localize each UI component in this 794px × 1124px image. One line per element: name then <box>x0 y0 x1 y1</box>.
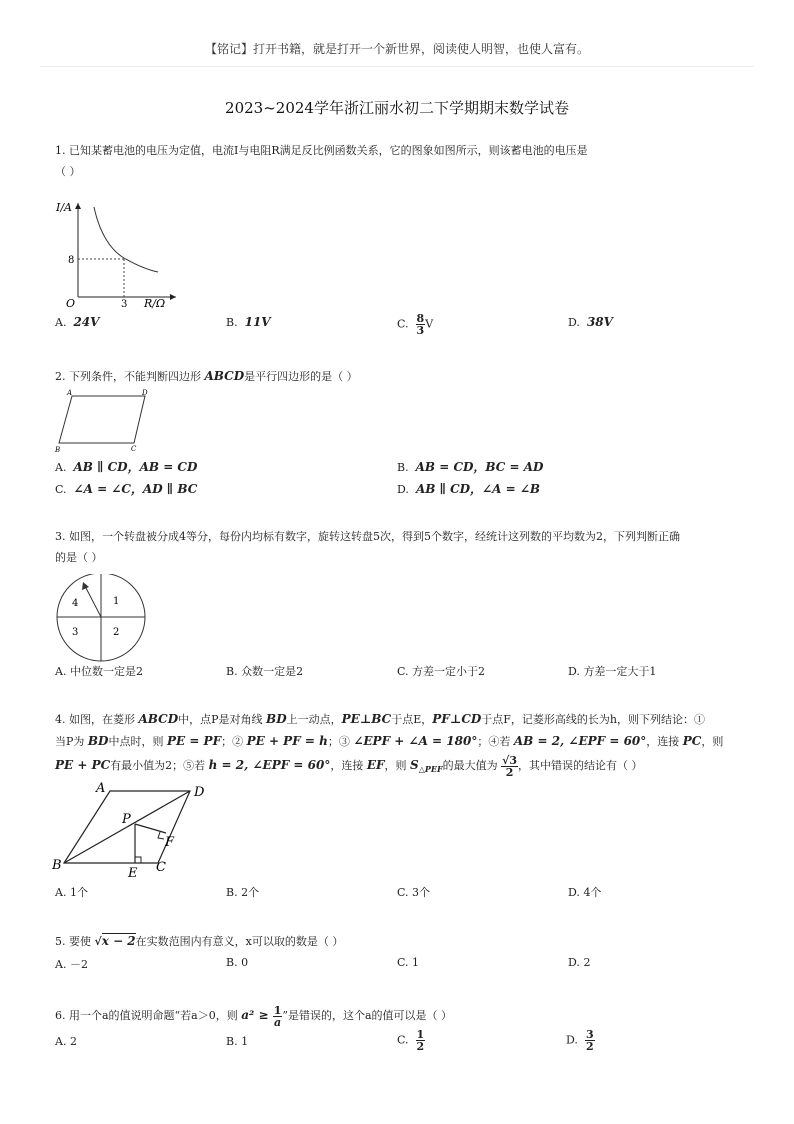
x-axis-arrow <box>170 294 176 300</box>
q3-option-d[interactable]: D. 方差一定大于1 <box>568 665 657 678</box>
fraction: $\frac{3}{2}$ <box>585 1028 594 1053</box>
q4-rhombus-figure <box>48 778 218 880</box>
q5-option-a[interactable]: A. －2 <box>55 958 88 971</box>
q6-option-c[interactable]: C. $\frac{1}{2}$ <box>397 1028 425 1053</box>
y-axis-arrow <box>75 203 81 209</box>
q2-option-d[interactable]: D. AB ∥ CD，∠A = ∠B <box>397 482 541 496</box>
q3-option-c[interactable]: C. 方差一定小于2 <box>397 665 486 678</box>
q6-text: 6. 用一个a的值说明命题“若a＞0，则 a² ≥ $\frac{1}{a}$ ”是错误的，这个a的值可以是（ ） <box>55 1003 453 1029</box>
q4-option-b[interactable]: B. 2个 <box>226 886 260 899</box>
pointer-arrowhead <box>82 582 89 590</box>
inverse-curve <box>94 207 158 272</box>
spinner-sector-2: 2 <box>113 627 120 638</box>
point-e-label: E <box>128 866 138 880</box>
fraction: $\frac{1}{a}$ <box>273 1003 282 1029</box>
spinner-pointer <box>85 586 101 617</box>
q5-option-c[interactable]: C. 1 <box>397 956 420 969</box>
q1-text-line2: （ ） <box>55 165 81 178</box>
vertex-c-label: C <box>156 860 166 875</box>
q1-option-c[interactable]: C. $\frac{8}{3}$ V <box>397 312 434 337</box>
q3-text-line2: 的是（ ） <box>55 551 103 564</box>
q5-option-b[interactable]: B. 0 <box>226 956 249 969</box>
origin-label: O <box>66 297 76 310</box>
vertex-b-label: B <box>55 446 61 454</box>
spinner-sector-4: 4 <box>72 598 79 609</box>
header-divider <box>40 66 754 67</box>
vertex-a-label: A <box>96 781 106 796</box>
segment-pf <box>135 824 166 833</box>
q1-option-d[interactable]: D. 38V <box>568 315 613 329</box>
spinner-sector-3: 3 <box>72 627 79 638</box>
q1-option-a[interactable]: A. 24V <box>55 315 100 329</box>
q4-text-line1: 4. 如图，在菱形 ABCD中，点P是对角线 BD上一动点，PE⊥BC于点E，PF⊥CD于点F，记菱形高线的长为h，则下列结论：① <box>55 712 705 726</box>
point-f-label: F <box>165 835 175 850</box>
y-tick-label: 8 <box>68 255 75 266</box>
q4-option-c[interactable]: C. 3个 <box>397 886 431 899</box>
vertex-c-label: C <box>131 445 137 453</box>
q6-option-b[interactable]: B. 1 <box>226 1035 249 1048</box>
vertex-b-label: B <box>52 858 62 873</box>
header-motto: 【铭记】打开书籍，就是打开一个新世界，阅读使人明智，也使人富有。 <box>204 42 589 56</box>
q4-text-line2: 当P为 BD中点时，则 PE = PF；② PE + PF = h；③ ∠EPF + ∠A = 180°；④若 AB = 2, ∠EPF = 60°，连接 PC，则 <box>55 734 724 748</box>
q1-inverse-graph <box>48 195 178 310</box>
q4-text-line3: PE + PC有最小值为2；⑤若 h = 2, ∠EPF = 60°，连接 EF，则 $S_{\triangle PEF}$的最大值为 $\frac{√3}{2}$ ，其中错误的结论有（ ） <box>55 753 643 779</box>
page-title: 2023~2024学年浙江丽水初二下学期期末数学试卷 <box>225 99 569 117</box>
fraction: $\frac{8}{3}$ <box>416 312 425 337</box>
q1-option-b[interactable]: B. 11V <box>226 315 271 329</box>
q3-spinner <box>52 574 152 662</box>
diagonal-bd <box>64 791 190 863</box>
parallelogram-shape <box>59 396 145 443</box>
q6-option-d[interactable]: D. $\frac{3}{2}$ <box>566 1028 594 1053</box>
q2-option-b[interactable]: B. AB = CD，BC = AD <box>397 460 544 474</box>
right-angle-e <box>135 857 141 863</box>
vertex-d-label: D <box>194 785 205 800</box>
vertex-a-label: A <box>67 389 73 397</box>
q2-option-c[interactable]: C. ∠A = ∠C，AD ∥ BC <box>55 482 198 496</box>
q5-option-d[interactable]: D. 2 <box>568 956 591 969</box>
q5-text: 5. 要使 √x − 2在实数范围内有意义，x可以取的数是（ ） <box>55 934 344 948</box>
x-axis-label: R/Ω <box>144 297 166 310</box>
q3-option-b[interactable]: B. 众数一定是2 <box>226 665 304 678</box>
point-p-label: P <box>122 812 131 827</box>
q2-parallelogram <box>52 387 157 455</box>
right-angle-f <box>158 832 164 839</box>
q6-option-a[interactable]: A. 2 <box>55 1035 77 1048</box>
q2-option-a[interactable]: A. AB ∥ CD，AB = CD <box>55 460 198 474</box>
q4-option-a[interactable]: A. 1个 <box>55 886 88 899</box>
spinner-sector-1: 1 <box>113 596 120 607</box>
q2-text: 2. 下列条件，不能判断四边形 ABCD是平行四边形的是（ ） <box>55 369 358 383</box>
vertex-d-label: D <box>142 389 148 397</box>
q3-option-a[interactable]: A. 中位数一定是2 <box>55 665 143 678</box>
q1-text-line1: 1. 已知某蓄电池的电压为定值，电流I与电阻R满足反比例函数关系，它的图象如图所示，则该蓄电池的电压是 <box>55 144 588 157</box>
q3-text-line1: 3. 如图，一个转盘被分成4等分，每份内均标有数字，旋转这转盘5次，得到5个数字，经统计这列数的平均数为2，下列判断正确 <box>55 530 680 543</box>
fraction: $\frac{√3}{2}$ <box>502 753 518 779</box>
radical-sign: √ <box>94 935 102 948</box>
x-tick-label: 3 <box>121 299 128 310</box>
q4-option-d[interactable]: D. 4个 <box>568 886 602 899</box>
y-axis-label: I/A <box>56 201 72 214</box>
fraction: $\frac{1}{2}$ <box>416 1028 425 1053</box>
